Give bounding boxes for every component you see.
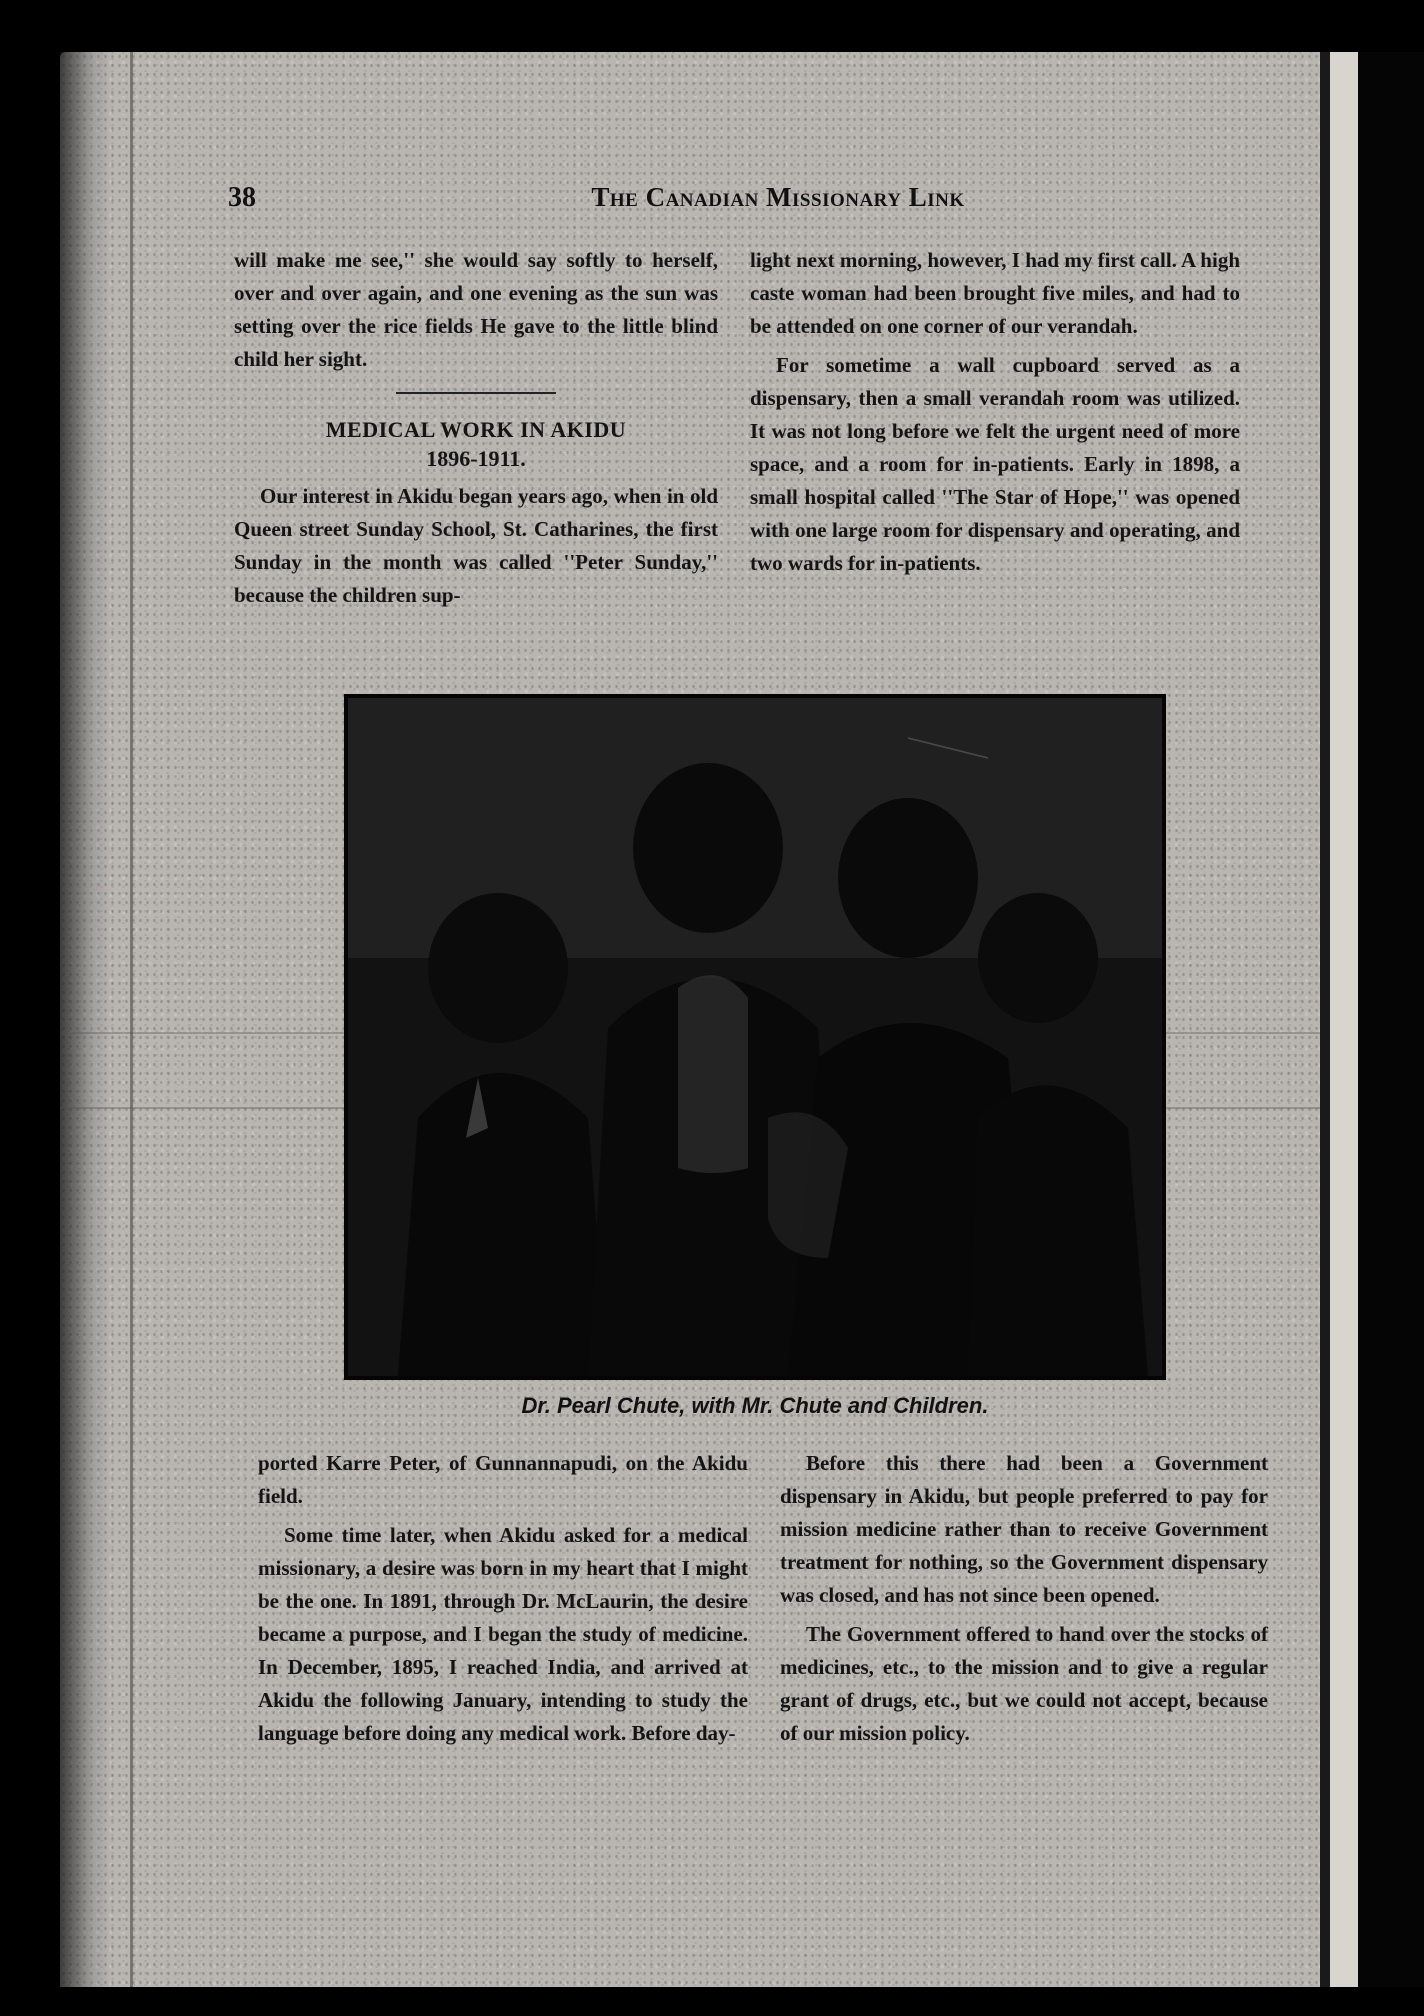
paragraph: Some time later, when Akidu asked for a medical missionary, a desire was born in my heart that I might be the one. In 1891, through Dr. McLaurin, the desire became a purpose, and I began the study of medicine. In December, 1895, I reached India, and arrived at Akidu the following January, intending to study the language before doing any medical work. Before day-: [258, 1523, 748, 1745]
binding-shadow: [60, 52, 112, 1987]
page-number: 38: [228, 182, 256, 213]
text-column-left-top: [234, 244, 718, 612]
paragraph: Our interest in Akidu began years ago, when in old Queen street Sunday School, St. Catharines, the first Sunday in the month was called ''Peter Sunday,'' because the children sup-: [234, 484, 718, 607]
text-column-right-top: [750, 244, 1240, 580]
text-column-right-bottom: [780, 1447, 1268, 1750]
page-header: [228, 182, 1248, 216]
section-dates: 1896-1911.: [426, 446, 526, 471]
paragraph: Before this there had been a Government dispensary in Akidu, but people preferred to pay for mission medicine rather than to receive Government treatment for nothing, so the Government dispensary was closed, and has not since been opened.: [780, 1451, 1268, 1607]
scan-right-border: [1358, 52, 1424, 1987]
photograph: [344, 694, 1166, 1380]
page-edge-shadow: [1320, 52, 1330, 1987]
running-title: The Canadian Missionary Link: [591, 182, 965, 212]
paragraph: The Government offered to hand over the stocks of medicines, etc., to the mission and to give a regular grant of drugs, etc., but we could not accept, because of our mission policy.: [780, 1622, 1268, 1745]
paragraph: ported Karre Peter, of Gunnannapudi, on the Akidu field.: [258, 1451, 748, 1508]
next-page-edge: [1330, 52, 1358, 1987]
section-heading: MEDICAL WORK IN AKIDU: [325, 417, 627, 442]
text-column-left-bottom: [258, 1447, 748, 1750]
scan-top-border: [0, 0, 1424, 52]
paragraph: will make me see,'' she would say softly to herself, over and over again, and one evening as the sun was setting over the rice fields He gave to the little blind child her sight.: [234, 248, 718, 371]
paragraph: light next morning, however, I had my first call. A high caste woman had been brought five miles, and had to be attended on one corner of our verandah.: [750, 248, 1240, 338]
section-divider: [396, 392, 556, 394]
binding-line: [130, 52, 133, 1987]
paragraph: For sometime a wall cupboard served as a dispensary, then a small verandah room was utilized. It was not long before we felt the urgent need of more space, and a room for in-patients. Early in 1898, a small hospital called ''The Star of Hope,'' was opened with one large room for dispensary and operating, and two wards for in-patients.: [750, 353, 1240, 575]
photo-caption: Dr. Pearl Chute, with Mr. Chute and Children.: [521, 1393, 989, 1418]
photograph-image: [348, 698, 1162, 1376]
